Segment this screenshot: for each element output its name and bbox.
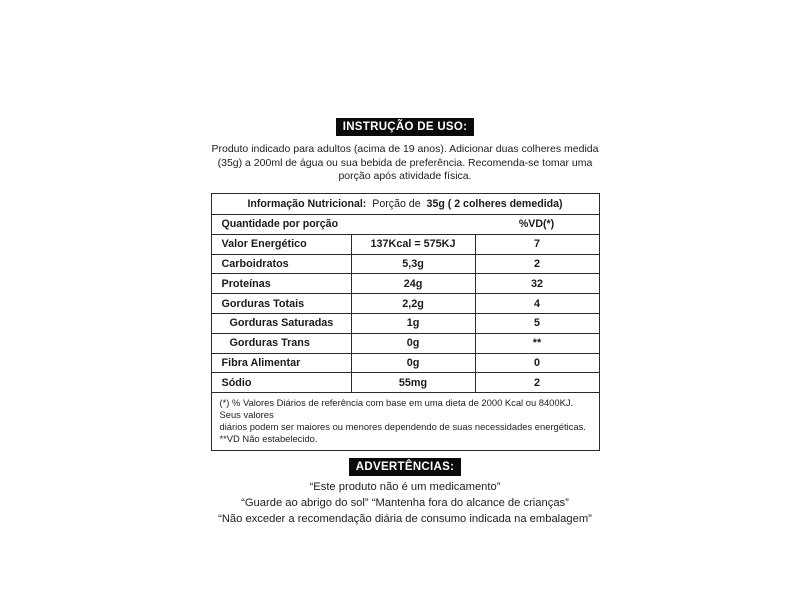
nutrient-name: Gorduras Saturadas <box>229 317 334 330</box>
nutrient-amount: 0g <box>351 334 476 353</box>
instructions-line-1: Produto indicado para adultos (acima de 19 anos). Adicionar duas colheres medida <box>211 143 599 155</box>
quantity-per-serving-header: Quantidade por porção <box>221 217 339 230</box>
table-row-total-fat <box>212 293 599 313</box>
nutrient-amount: 24g <box>351 274 476 293</box>
nutrient-dv: 2 <box>533 376 540 389</box>
table-footnote <box>212 392 599 450</box>
nutrient-dv: 2 <box>533 257 540 270</box>
nutrient-dv: 32 <box>530 277 543 290</box>
nutrition-title-portion: Porção de <box>372 197 421 210</box>
nutrition-title-serving: 35g ( 2 colheres demedida) <box>426 197 563 210</box>
nutrient-name: Gorduras Totais <box>221 297 305 310</box>
nutrient-amount: 2,2g <box>351 294 476 313</box>
nutrient-amount: 1g <box>351 314 476 333</box>
warnings-banner: ADVERTÊNCIAS: <box>349 458 461 476</box>
instructions-line-2: (35g) a 200ml de água ou sua bebida de preferência. Recomenda-se tomar uma <box>217 156 593 169</box>
instructions-section <box>0 0 810 136</box>
table-row-sodium <box>212 372 599 392</box>
nutrient-amount: 0g <box>351 354 476 373</box>
footnote-line-2: diários podem ser maiores ou menores dependendo de suas necessidades energéticas. <box>219 420 586 432</box>
daily-value-header: %VD(*) <box>518 217 555 230</box>
nutrient-amount: 55mg <box>351 373 476 392</box>
nutrition-table-column-header <box>212 214 599 234</box>
warning-line-1: “Este produto não é um medicamento” <box>309 480 501 493</box>
table-row-protein <box>212 273 599 293</box>
nutrition-title-label: Informação Nutricional: <box>247 197 367 210</box>
table-row-fiber <box>212 353 599 373</box>
nutrient-name: Proteínas <box>221 277 271 290</box>
instructions-paragraph <box>0 143 810 184</box>
instructions-line-3: porção após atividade física. <box>338 170 472 183</box>
nutrient-name: Sódio <box>221 376 252 389</box>
table-row-saturated-fat <box>212 313 599 333</box>
table-row-trans-fat <box>212 333 599 353</box>
nutrient-name: Gorduras Trans <box>229 337 310 350</box>
nutrition-table-title <box>212 194 599 214</box>
nutrient-name: Fibra Alimentar <box>221 356 301 369</box>
nutrient-amount: 137Kcal = 575KJ <box>351 235 476 254</box>
nutrient-dv: 5 <box>533 317 540 330</box>
nutrient-name: Carboidratos <box>221 257 289 270</box>
nutrient-dv: 4 <box>533 297 540 310</box>
warning-line-2: “Guarde ao abrigo do sol” “Mantenha fora do alcance de crianças” <box>241 496 569 509</box>
warnings-list <box>0 479 810 528</box>
nutrition-table <box>211 193 600 451</box>
warning-line-3: “Não exceder a recomendação diária de consumo indicada na embalagem” <box>218 513 592 526</box>
nutrient-dv: 7 <box>533 238 540 251</box>
nutrient-name: Valor Energético <box>221 238 307 251</box>
nutrient-dv: 0 <box>533 356 540 369</box>
nutrient-dv: ** <box>532 337 542 350</box>
footnote-line-1: (*) % Valores Diários de referência com base em uma dieta de 2000 Kcal ou 8400KJ. Seus valores <box>219 397 574 421</box>
nutrient-amount: 5,3g <box>351 255 476 274</box>
table-row-carbs <box>212 254 599 274</box>
warnings-section <box>0 457 810 476</box>
footnote-line-3: **VD Não estabelecido. <box>219 432 318 444</box>
instructions-banner: INSTRUÇÃO DE USO: <box>336 118 475 136</box>
table-row-energy <box>212 234 599 254</box>
